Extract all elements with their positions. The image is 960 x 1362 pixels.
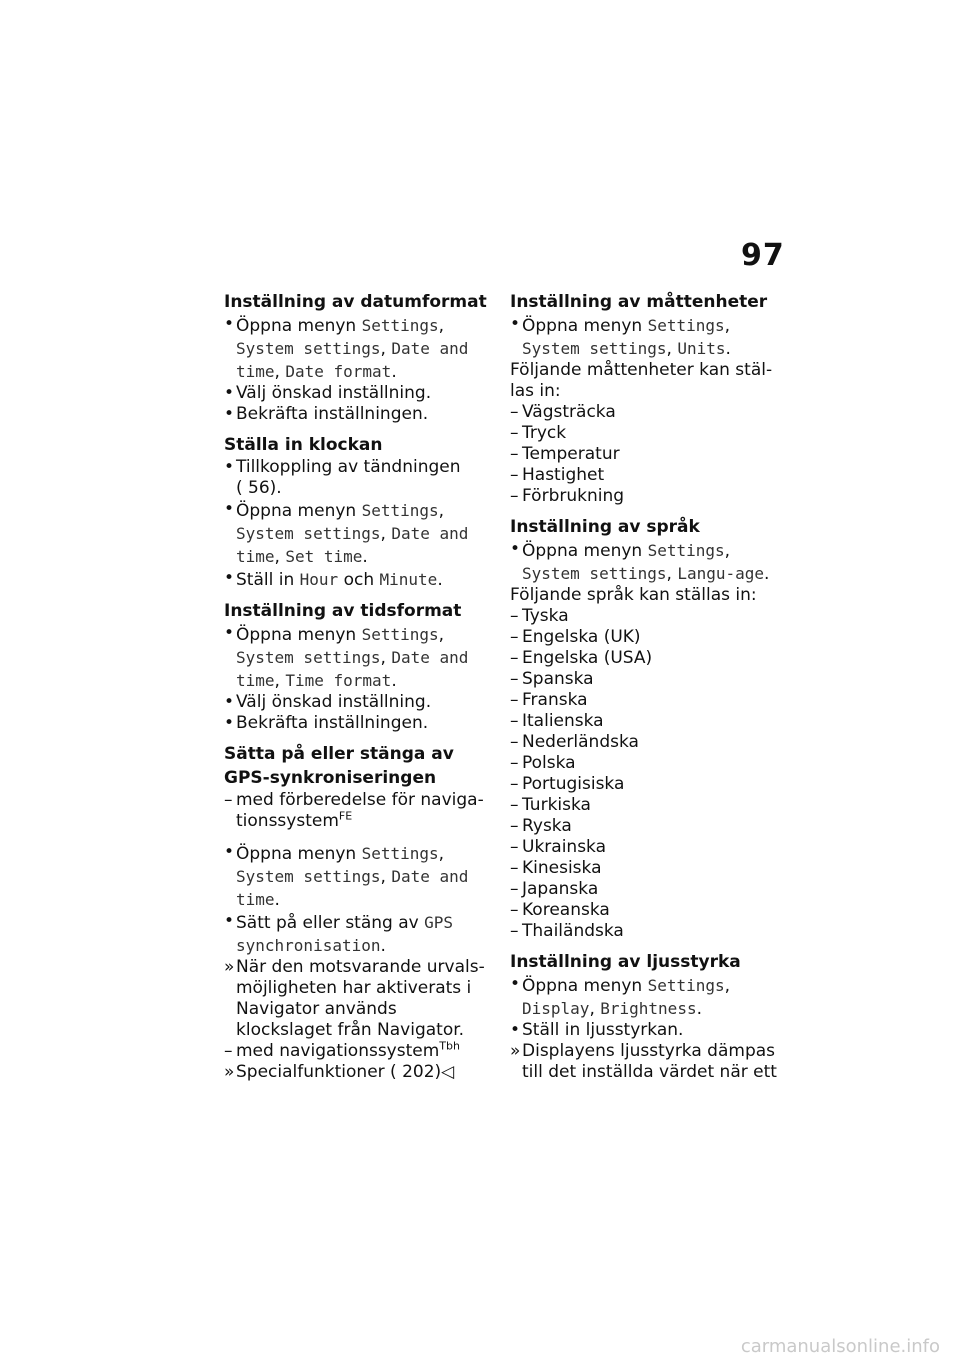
list-item: [224, 911, 492, 957]
dash-icon: –: [510, 627, 519, 647]
item-text: Öppna menyn Settings, System settings, Date and time.: [236, 844, 469, 910]
list-item: [510, 423, 778, 444]
list-item: » Displayens ljusstyrka dämpas till det inställda värdet när ett: [510, 1041, 777, 1082]
list-item-label: Polska: [522, 753, 576, 773]
list-item: [510, 465, 778, 486]
list-item: [224, 790, 492, 832]
list-item-label: Koreanska: [522, 900, 610, 920]
list-item: [510, 879, 778, 900]
units-intro: Följande måttenheter kan stäl-las in:: [510, 360, 773, 401]
list-item-label: Italienska: [522, 711, 604, 731]
bullet-icon: •: [224, 568, 235, 588]
bullet-icon: •: [224, 314, 235, 334]
dash-icon: –: [510, 858, 519, 878]
section-language: [510, 515, 778, 942]
heading-date-format: Inställning av datumformat: [224, 292, 487, 312]
section-units: [510, 290, 778, 507]
list-item-label: Engelska (USA): [522, 648, 653, 668]
bullet-icon: •: [224, 383, 235, 403]
section-gps: [224, 742, 492, 1083]
list-item: [510, 402, 778, 423]
dash-icon: –: [510, 921, 519, 941]
item-text: Sätt på eller stäng av GPS synchronisation.: [236, 913, 454, 956]
page-number: 97: [741, 238, 785, 273]
section-date-format: [224, 290, 492, 425]
section-time-format: [224, 599, 492, 734]
dash-icon: –: [510, 486, 519, 506]
heading-language: Inställning av språk: [510, 517, 700, 537]
list-item: [224, 623, 492, 692]
list-item: [510, 753, 778, 774]
list-item-label: Förbrukning: [522, 486, 625, 506]
list-item: [510, 774, 778, 795]
right-column: [510, 290, 778, 1091]
dash-icon: –: [510, 711, 519, 731]
list-item-label: Japanska: [522, 879, 599, 899]
item-text: Öppna menyn Settings, System settings, Langu-age.: [522, 541, 770, 584]
dash-icon: –: [510, 816, 519, 836]
dash-icon: –: [510, 753, 519, 773]
page-reference[interactable]: ( 56).: [236, 478, 282, 498]
list-item-label: Kinesiska: [522, 858, 602, 878]
list-item: • Ställ in ljusstyrkan.: [510, 1020, 684, 1040]
list-item: [510, 627, 778, 648]
list-item: • Bekräfta inställningen.: [224, 404, 429, 424]
item-text: med förberedelse för naviga-tionssystem$^{FE}$: [236, 790, 484, 831]
bullet-icon: •: [224, 692, 235, 712]
dash-icon: –: [510, 732, 519, 752]
list-item: [510, 900, 778, 921]
dash-icon: –: [510, 444, 519, 464]
heading-clock: Ställa in klockan: [224, 435, 383, 455]
heading-time-format: Inställning av tidsformat: [224, 601, 462, 621]
list-item-label: Turkiska: [522, 795, 591, 815]
language-list: [510, 606, 778, 942]
list-item-label: Ukrainska: [522, 837, 607, 857]
list-item: [224, 1062, 492, 1083]
list-item: • Välj önskad inställning.: [224, 383, 432, 403]
bullet-icon: •: [224, 404, 235, 424]
list-item: [510, 444, 778, 465]
bullet-icon: •: [224, 911, 235, 931]
dash-icon: –: [510, 774, 519, 794]
item-text: Öppna menyn Settings, System settings, Date and time, Set time.: [236, 501, 469, 567]
section-clock: [224, 433, 492, 591]
list-item: [510, 539, 778, 585]
list-item: [510, 837, 778, 858]
list-item: [510, 816, 778, 837]
bullet-icon: •: [510, 974, 521, 994]
list-item: [510, 858, 778, 879]
list-item: [224, 499, 492, 568]
result-icon: »: [224, 957, 235, 977]
list-item: » När den motsvarande urvals-möjligheten har aktiverats i Navigator används klockslaget från Navigator.: [224, 957, 485, 1040]
list-item: [510, 921, 778, 942]
item-text: Öppna menyn Settings, System settings, Date and time, Date format.: [236, 316, 469, 382]
dash-icon: –: [510, 669, 519, 689]
item-text: Ställ in Hour och Minute.: [236, 570, 443, 590]
list-item: [224, 1041, 492, 1062]
list-item: [510, 648, 778, 669]
bullet-icon: •: [510, 1020, 521, 1040]
list-item-label: Ryska: [522, 816, 572, 836]
list-item-label: Engelska (UK): [522, 627, 641, 647]
list-item-label: Hastighet: [522, 465, 605, 485]
item-text: Öppna menyn Settings, System settings, Date and time, Time format.: [236, 625, 469, 691]
dash-icon: –: [510, 690, 519, 710]
list-item-label: Spanska: [522, 669, 594, 689]
bullet-icon: •: [510, 539, 521, 559]
list-item: [224, 842, 492, 911]
list-item: [510, 669, 778, 690]
item-text: Öppna menyn Settings, Display, Brightness.: [522, 976, 731, 1019]
list-item: [224, 314, 492, 383]
left-column: [224, 290, 492, 1091]
list-item-label: Tyska: [522, 606, 569, 626]
list-item-label: Vägsträcka: [522, 402, 616, 422]
result-icon: »: [224, 1062, 235, 1082]
item-text: Öppna menyn Settings, System settings, Units.: [522, 316, 731, 359]
list-item-label: Thailändska: [522, 921, 624, 941]
dash-icon: –: [510, 900, 519, 920]
dash-icon: –: [224, 1041, 233, 1061]
dash-icon: –: [510, 423, 519, 443]
units-list: [510, 402, 778, 507]
item-text: Tillkoppling av tändningen ( 56).: [236, 457, 461, 498]
list-item: [510, 711, 778, 732]
dash-icon: –: [510, 879, 519, 899]
heading-units: Inställning av måttenheter: [510, 292, 768, 312]
list-item-label: Nederländska: [522, 732, 639, 752]
list-item-label: Tryck: [522, 423, 567, 443]
bullet-icon: •: [224, 713, 235, 733]
list-item-label: Portugisiska: [522, 774, 625, 794]
list-item: • Bekräfta inställningen.: [224, 713, 429, 733]
list-item: [510, 314, 778, 360]
result-icon: »: [510, 1041, 521, 1061]
list-item: [224, 568, 492, 591]
page-reference[interactable]: Specialfunktioner ( 202)◁: [236, 1062, 455, 1082]
list-item: [510, 974, 778, 1020]
bullet-icon: •: [224, 623, 235, 643]
list-item-label: Franska: [522, 690, 588, 710]
dash-icon: –: [510, 795, 519, 815]
dash-icon: –: [510, 465, 519, 485]
heading-brightness: Inställning av ljusstyrka: [510, 952, 741, 972]
list-item: [510, 795, 778, 816]
footer-watermark: carmanualsonline.info: [740, 1336, 940, 1357]
list-item: [510, 690, 778, 711]
language-intro: Följande språk kan ställas in:: [510, 585, 757, 605]
dash-icon: –: [224, 790, 233, 810]
section-brightness: [510, 950, 778, 1083]
list-item: [510, 732, 778, 753]
dash-icon: –: [510, 837, 519, 857]
list-item: [510, 606, 778, 627]
dash-icon: –: [510, 606, 519, 626]
list-item: [510, 486, 778, 507]
list-item: [224, 457, 492, 499]
list-item: • Välj önskad inställning.: [224, 692, 432, 712]
dash-icon: –: [510, 648, 519, 668]
item-text: med navigationssystem$^{Tbh}$: [236, 1039, 460, 1061]
dash-icon: –: [510, 402, 519, 422]
list-item-label: Temperatur: [522, 444, 620, 464]
bullet-icon: •: [510, 314, 521, 334]
bullet-icon: •: [224, 457, 235, 477]
bullet-icon: •: [224, 499, 235, 519]
heading-gps: Sätta på eller stänga av GPS-synkroniseringen: [224, 744, 454, 788]
bullet-icon: •: [224, 842, 235, 862]
